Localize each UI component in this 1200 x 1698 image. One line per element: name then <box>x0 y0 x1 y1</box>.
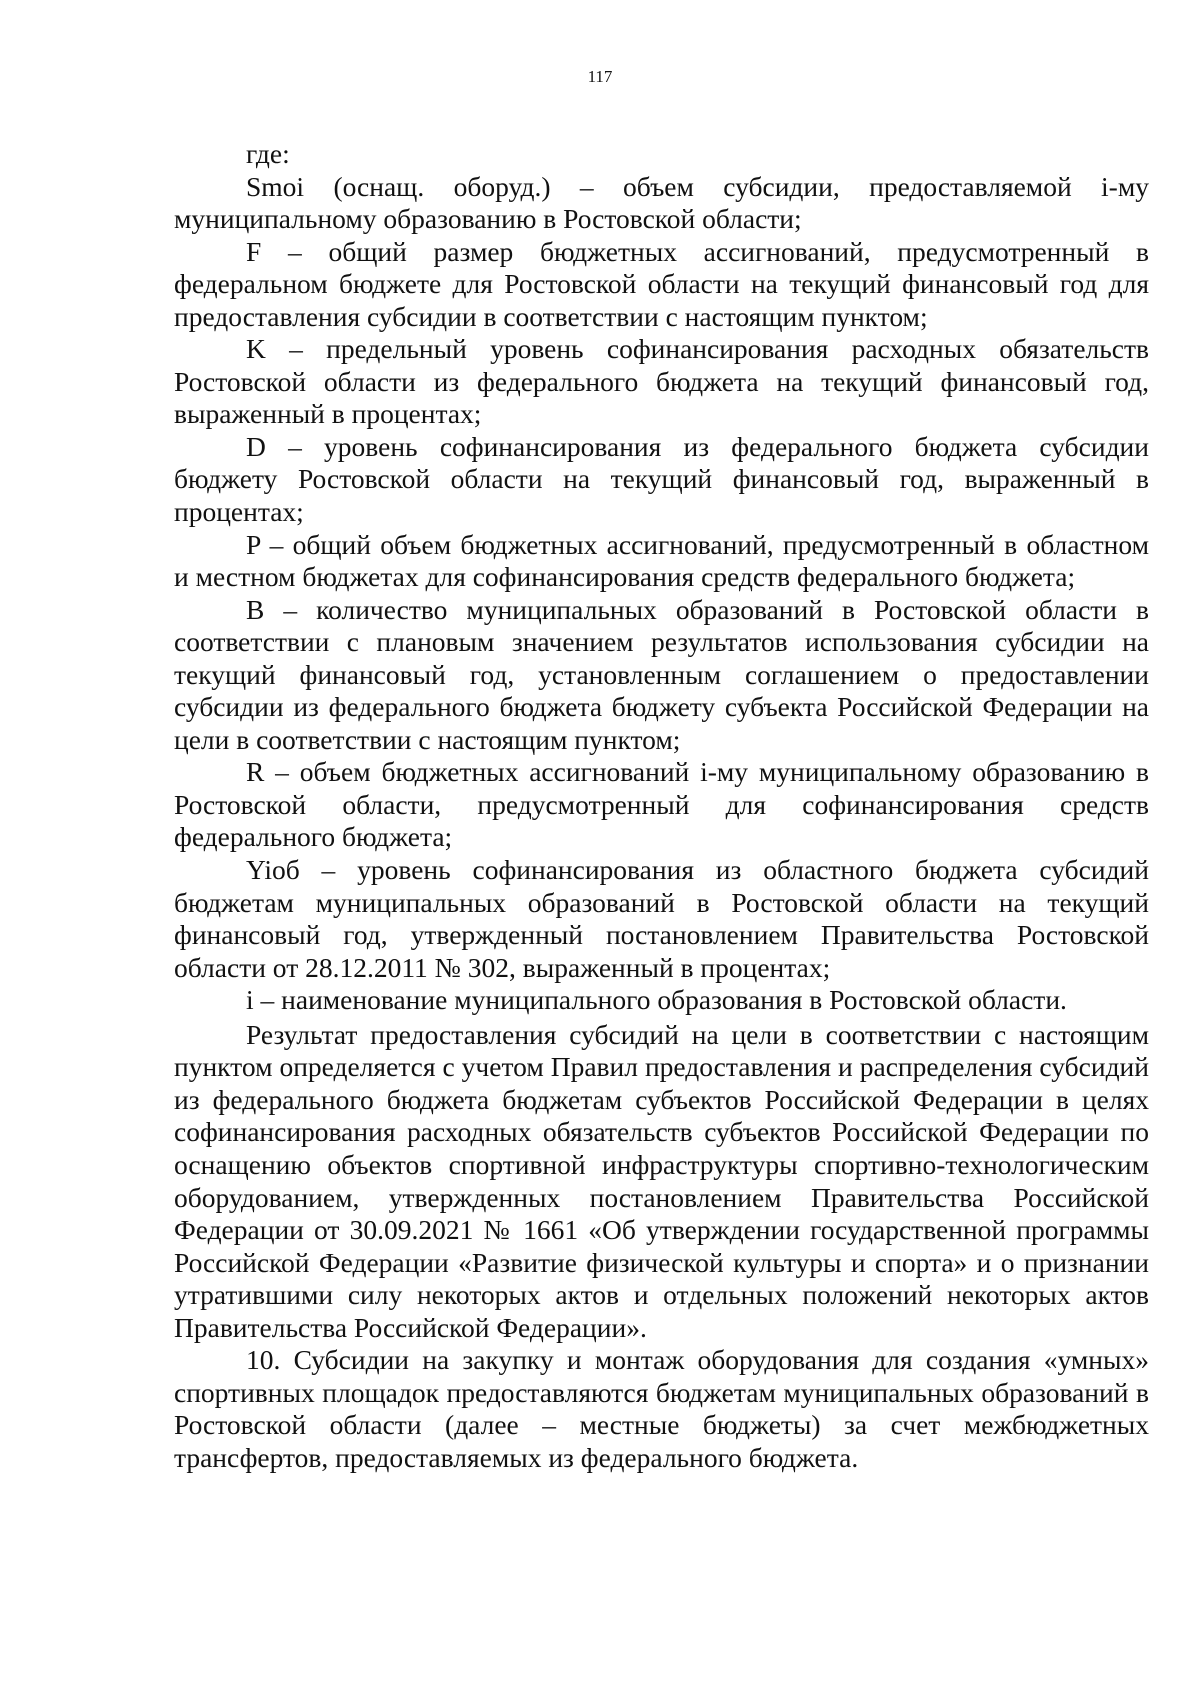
result-paragraph: Результат предоставления субсидий на цели в соответствии с настоящим пунктом определяется с учетом Правил предоставления и распределения субсидий из федерального бюджета бюджетам субъектов Российской Федерации в целях софинансирования расходных обязательств субъектов Российской Федерации по оснащению объектов спортивной инфраструктуры спортивно-технологическим оборудованием, утвержденных постановлением Правительства Российской Федерации от 30.09.2021 № 1661 «Об утверждении государственной программы Российской Федерации «Развитие физической культуры и спорта» и о признании утратившими силу некоторых актов и отдельных положений некоторых актов Правительства Российской Федерации». <box>174 1018 1149 1343</box>
definition-k: K – предельный уровень софинансирования расходных обязательств Ростовской области из федерального бюджета на текущий финансовый год, выраженный в процентах; <box>174 333 1149 430</box>
definition-d: D – уровень софинансирования из федерального бюджета субсидии бюджету Ростовской области на текущий финансовый год, выраженный в процентах; <box>174 430 1149 528</box>
intro-line: где: <box>246 138 290 169</box>
definition-yiob: Yioб – уровень софинансирования из областного бюджета субсидий бюджетам муниципальных образований в Ростовской области на текущий финансовый год, утвержденный постановлением Правительства Ростовской области от 28.12.2011 № 302, выраженный в процентах; <box>174 854 1149 983</box>
definition-b: B – количество муниципальных образований в Ростовской области в соответствии с плановым значением результатов использования субсидии на текущий финансовый год, установленным соглашением о предоставлении субсидии из федерального бюджета бюджету субъекта Российской Федерации на цели в соответствии с настоящим пунктом; <box>174 593 1149 755</box>
document-body <box>174 138 1149 1474</box>
section-10-paragraph: 10. Субсидии на закупку и монтаж оборудования для создания «умных» спортивных площадок предоставляются бюджетам муниципальных образований в Ростовской области (далее – местные бюджеты) за счет межбюджетных трансфертов, предоставляемых из федерального бюджета. <box>174 1344 1149 1473</box>
definition-i: i – наименование муниципального образования в Ростовской области. <box>246 984 1067 1016</box>
definition-p: P – общий объем бюджетных ассигнований, предусмотренный в областном и местном бюджетах для софинансирования средств федерального бюджета; <box>174 528 1149 593</box>
definitions-list <box>174 171 1149 1017</box>
definition-r: R – объем бюджетных ассигнований i-му муниципальному образованию в Ростовской области, предусмотренный для софинансирования средств федерального бюджета; <box>174 756 1149 853</box>
page-number: 117 <box>587 67 613 86</box>
definition-smoi: Smoi (оснащ. оборуд.) – объем субсидии, предоставляемой i-му муниципальному образованию в Ростовской области; <box>174 170 1149 235</box>
definition-f: F – общий размер бюджетных ассигнований, предусмотренный в федеральном бюджете для Ростовской области на текущий финансовый год для предоставления субсидии в соответствии с настоящим пунктом; <box>174 235 1149 332</box>
